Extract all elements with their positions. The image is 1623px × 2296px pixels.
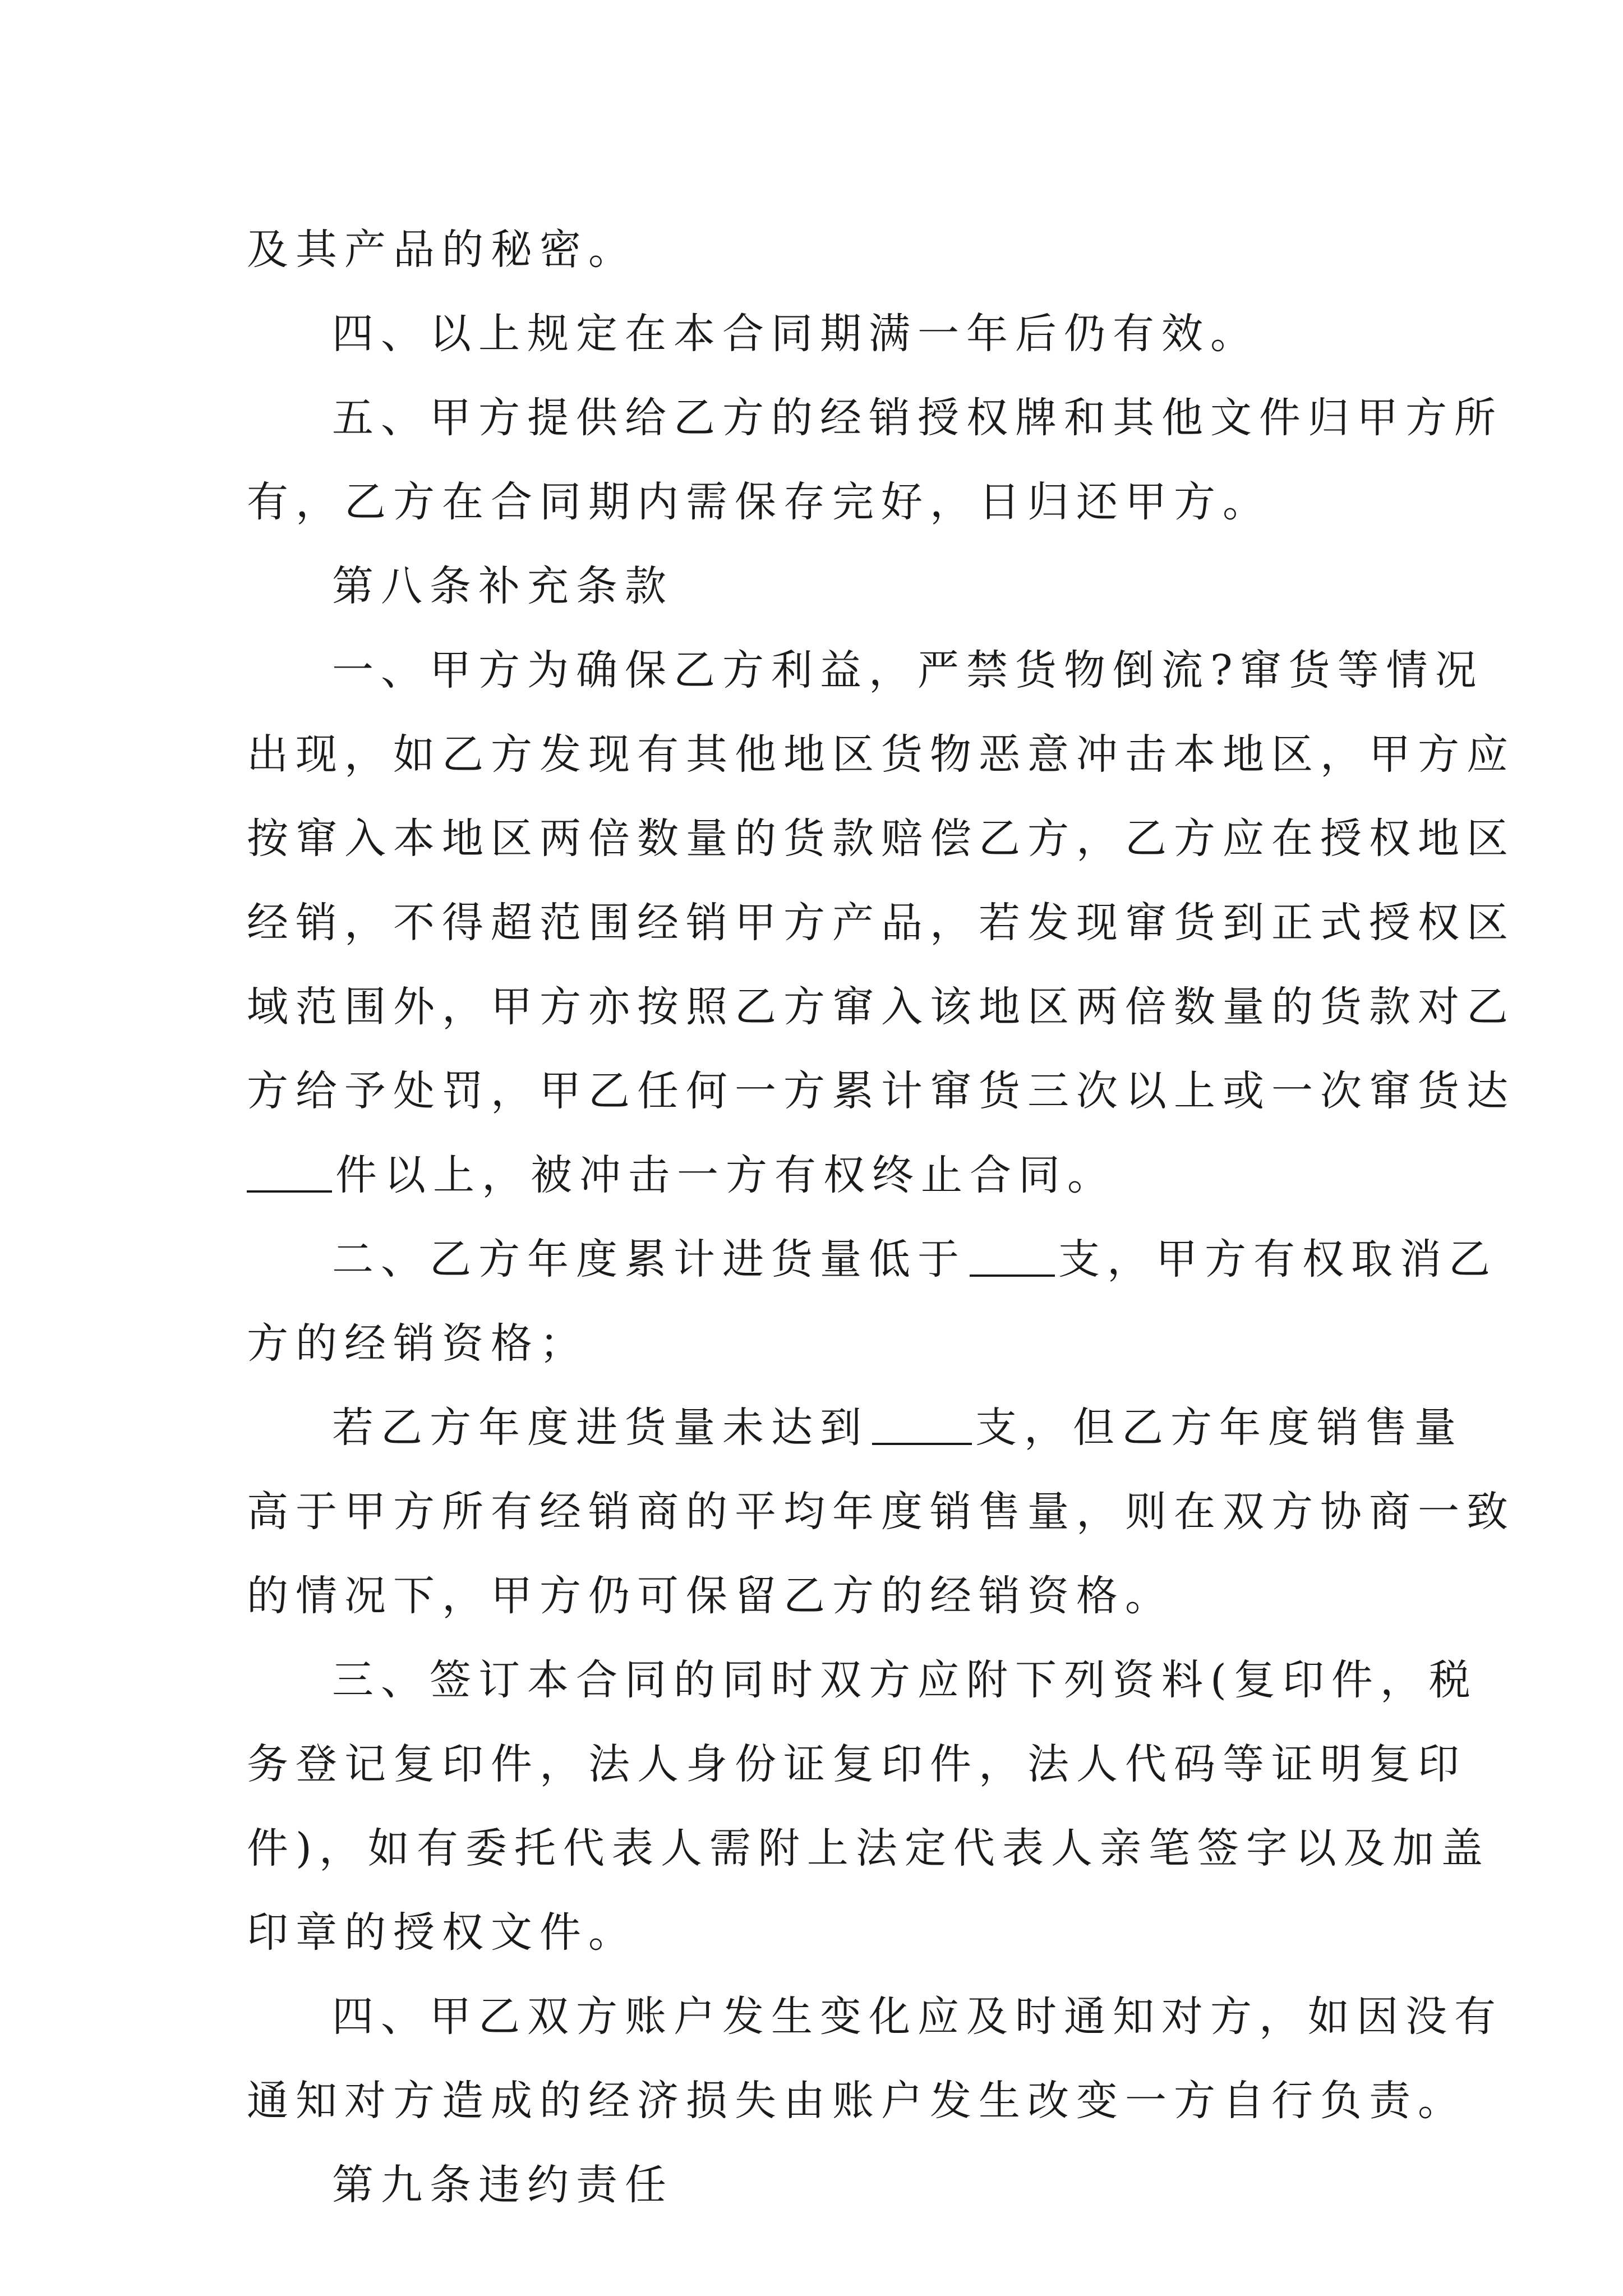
line-text-before: 二、乙方年度累计进货量低于 [332,1235,966,1283]
article-8-clause-3: 三、签订本合同的同时双方应附下列资料(复印件，税 [332,1656,1478,1704]
line-text-after: 支，但乙方年度销售量 [975,1404,1463,1452]
article-8-clause-1: 一、甲方为确保乙方利益，严禁货物倒流?窜货等情况 [332,646,1484,694]
clause-5-authorization-plaque: 五、甲方提供给乙方的经销授权牌和其他文件归甲方所 [332,394,1503,442]
article-8-clause-2 [247,1217,1497,1301]
text-line-with-blank [247,1386,1463,1470]
text-line: 件)，如有委托代表人需附上法定代表人亲笔签字以及加盖 [247,1824,1490,1872]
fill-in-blank [970,1240,1055,1277]
text-line: 经销，不得超范围经销甲方产品，若发现窜货到正式授权区 [247,899,1515,947]
text-line: 及其产品的秘密。 [247,226,637,274]
text-line: 按窜入本地区两倍数量的货款赔偿乙方，乙方应在授权地区 [247,815,1515,863]
text-line: 出现，如乙方发现有其他地区货物恶意冲击本地区，甲方应 [247,730,1515,779]
article-8-heading: 第八条补充条款 [332,562,674,610]
fill-in-blank [872,1408,972,1445]
contract-text-body [247,208,1515,2227]
text-line: 印章的授权文件。 [247,1908,637,1957]
line-text-after: 件以上，被冲击一方有权终止合同。 [335,1151,1116,1199]
fill-in-blank [247,1156,332,1193]
text-line: 务登记复印件，法人身份证复印件，法人代码等证明复印 [247,1740,1467,1788]
text-line: 方给予处罚，甲乙任何一方累计窜货三次以上或一次窜货达 [247,1067,1515,1115]
text-line: 域范围外，甲方亦按照乙方窜入该地区两倍数量的货款对乙 [247,983,1515,1031]
text-line: 方的经销资格； [247,1319,588,1368]
line-text-before: 若乙方年度进货量未达到 [332,1404,869,1452]
text-line: 通知对方造成的经济损失由账户发生改变一方自行负责。 [247,2077,1467,2125]
clause-4-confidentiality-validity: 四、以上规定在本合同期满一年后仍有效。 [332,310,1259,358]
line-text-after: 支，甲方有权取消乙 [1058,1235,1497,1283]
text-line: 高于甲方所有经销商的平均年度销售量，则在双方协商一致 [247,1488,1515,1536]
text-line-with-blank [247,1133,1385,1217]
article-9-heading: 第九条违约责任 [332,2161,674,2209]
article-8-clause-4: 四、甲乙双方账户发生变化应及时通知对方，如因没有 [332,1993,1503,2041]
text-line: 有，乙方在合同期内需保存完好，日归还甲方。 [247,478,1271,526]
text-line: 的情况下，甲方仍可保留乙方的经销资格。 [247,1572,1174,1620]
